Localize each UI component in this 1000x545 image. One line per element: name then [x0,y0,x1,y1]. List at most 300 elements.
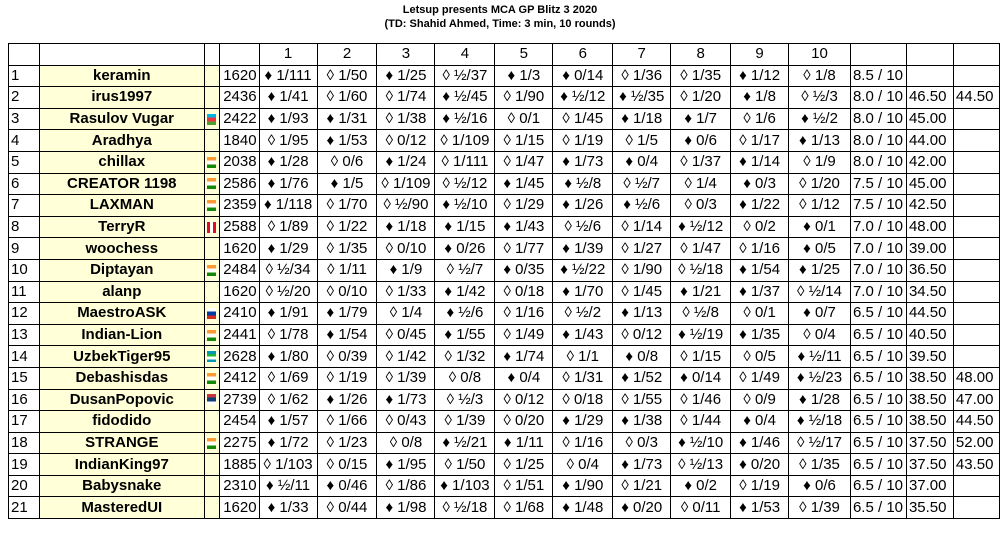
score-cell: 7.0 / 10 [850,216,906,238]
tiebreak-1-cell: 37.00 [906,475,953,497]
tiebreak-1-cell: 38.50 [906,367,953,389]
round-result-cell: ♦ 1/73 [377,389,435,411]
score-cell: 6.5 / 10 [850,303,906,325]
round-result-cell: ♦ ½/11 [789,346,851,368]
flag-cell [204,173,219,195]
round-result-cell: ◊ ½/14 [789,281,851,303]
round-result-cell: ◊ 1/74 [377,87,435,109]
round-result-cell: ◊ 0/10 [377,238,435,260]
player-name-link[interactable]: Diptayan [39,259,204,281]
round-result-cell: ◊ 1/6 [731,108,789,130]
round-result-cell: ♦ 1/9 [377,259,435,281]
flag-in-icon [207,265,216,276]
tiebreak-1-cell: 42.50 [906,195,953,217]
round-result-cell: ♦ 1/26 [553,195,613,217]
round-result-cell: ♦ 1/93 [259,108,317,130]
header-blank [39,44,204,66]
round-result-cell: ♦ 1/35 [731,324,789,346]
round-result-cell: ◊ ½/13 [671,454,731,476]
rank-cell: 10 [9,259,40,281]
score-cell: 8.5 / 10 [850,65,906,87]
tiebreak-1-cell: 44.00 [906,130,953,152]
player-name-link[interactable]: keramin [39,65,204,87]
player-name-link[interactable]: Debashisdas [39,367,204,389]
round-result-cell: ♦ 1/5 [317,173,377,195]
round-result-cell: ◊ 1/45 [613,281,671,303]
round-result-cell: ◊ 1/50 [317,65,377,87]
round-result-cell: ♦ 1/3 [495,65,553,87]
tiebreak-1-cell: 40.50 [906,324,953,346]
tiebreak-2-cell [953,216,999,238]
round-result-cell: ♦ ½/12 [553,87,613,109]
round-header: 10 [789,44,851,66]
round-result-cell: ♦ 1/45 [495,173,553,195]
tiebreak-1-cell: 37.50 [906,432,953,454]
round-result-cell: ◊ 1/36 [613,65,671,87]
tiebreak-2-cell [953,497,999,519]
rank-cell: 2 [9,87,40,109]
score-cell: 7.5 / 10 [850,173,906,195]
round-result-cell: ♦ ½/6 [613,195,671,217]
player-name-link[interactable]: woochess [39,238,204,260]
player-name-link[interactable]: alanp [39,281,204,303]
round-result-cell: ◊ 0/10 [317,281,377,303]
score-cell: 8.0 / 10 [850,151,906,173]
round-result-cell: ♦ 1/90 [553,475,613,497]
table-row [9,173,1000,195]
rating-cell: 2412 [219,367,259,389]
player-name-link[interactable]: Indian-Lion [39,324,204,346]
rank-cell: 15 [9,367,40,389]
round-result-cell: ♦ 1/31 [317,108,377,130]
round-result-cell: ◊ 1/23 [317,432,377,454]
round-result-cell: ◊ 1/9 [789,151,851,173]
tiebreak-2-cell [953,475,999,497]
player-name-link[interactable]: IndianKing97 [39,454,204,476]
round-result-cell: ◊ 1/20 [789,173,851,195]
round-result-cell: ♦ 1/53 [317,130,377,152]
round-result-cell: ◊ 0/18 [495,281,553,303]
round-result-cell: ◊ ½/34 [259,259,317,281]
table-row [9,303,1000,325]
flag-cell [204,195,219,217]
round-result-cell: ♦ 1/73 [553,151,613,173]
round-result-cell: ◊ 0/9 [731,389,789,411]
round-result-cell: ♦ 0/2 [671,475,731,497]
table-row [9,195,1000,217]
round-result-cell: ◊ 0/8 [377,432,435,454]
round-result-cell: ♦ ½/11 [259,475,317,497]
player-name-link[interactable]: fidodido [39,411,204,433]
rank-cell: 12 [9,303,40,325]
round-result-cell: ◊ 1/68 [495,497,553,519]
score-cell: 6.5 / 10 [850,411,906,433]
rank-cell: 18 [9,432,40,454]
rank-cell: 20 [9,475,40,497]
round-result-cell: ◊ ½/3 [435,389,495,411]
round-result-cell: ♦ 0/20 [731,454,789,476]
round-result-cell: ◊ 1/15 [495,130,553,152]
round-result-cell: ◊ 0/3 [613,432,671,454]
round-result-cell: ◊ 1/4 [377,303,435,325]
round-result-cell: ♦ 1/54 [317,324,377,346]
table-row [9,411,1000,433]
round-result-cell: ◊ 1/15 [671,346,731,368]
table-row [9,389,1000,411]
round-result-cell: ♦ 1/42 [435,281,495,303]
round-header: 6 [553,44,613,66]
round-result-cell: ♦ 1/38 [613,411,671,433]
round-result-cell: ♦ 0/14 [553,65,613,87]
round-result-cell: ◊ 0/12 [495,389,553,411]
round-result-cell: ◊ 1/70 [317,195,377,217]
player-name-link[interactable]: STRANGE [39,432,204,454]
flag-cell [204,454,219,476]
score-cell: 6.5 / 10 [850,367,906,389]
round-result-cell: ♦ 1/22 [731,195,789,217]
rank-cell: 17 [9,411,40,433]
round-result-cell: ♦ 1/53 [731,497,789,519]
round-result-cell: ♦ 1/7 [671,108,731,130]
round-result-cell: ♦ 1/73 [613,454,671,476]
round-result-cell: ◊ 1/111 [435,151,495,173]
round-result-cell: ◊ 1/8 [789,65,851,87]
round-result-cell: ◊ 1/90 [495,87,553,109]
tiebreak-2-cell: 48.00 [953,367,999,389]
table-row [9,259,1000,281]
round-result-cell: ♦ 1/55 [435,324,495,346]
score-cell: 6.5 / 10 [850,497,906,519]
tiebreak-2-cell: 47.00 [953,389,999,411]
round-result-cell: ◊ ½/20 [259,281,317,303]
round-result-cell: ◊ 1/103 [259,454,317,476]
flag-cell [204,87,219,109]
score-cell: 7.0 / 10 [850,281,906,303]
round-result-cell: ◊ ½/8 [671,303,731,325]
round-result-cell: ◊ 1/39 [789,497,851,519]
round-result-cell: ◊ 0/4 [789,324,851,346]
flag-ru-icon [207,308,216,319]
tournament-subtitle: (TD: Shahid Ahmed, Time: 3 min, 10 rounds) [384,18,616,30]
tiebreak-2-cell [953,65,999,87]
rating-cell: 1840 [219,130,259,152]
tiebreak-1-cell: 34.50 [906,281,953,303]
round-result-cell: ◊ 1/22 [317,216,377,238]
rank-cell: 21 [9,497,40,519]
round-result-cell: ◊ 1/49 [731,367,789,389]
round-result-cell: ◊ 1/109 [377,173,435,195]
round-result-cell: ◊ 1/21 [613,475,671,497]
round-result-cell: ◊ ½/12 [435,173,495,195]
round-result-cell: ♦ 1/25 [377,65,435,87]
flag-cell [204,411,219,433]
round-result-cell: ♦ 1/13 [613,303,671,325]
round-result-cell: ◊ ½/6 [553,216,613,238]
tiebreak-2-cell [953,195,999,217]
tiebreak-2-cell: 52.00 [953,432,999,454]
rating-cell: 2484 [219,259,259,281]
tiebreak-1-cell: 39.00 [906,238,953,260]
round-result-cell: ◊ 1/86 [377,475,435,497]
flag-cell [204,151,219,173]
round-result-cell: ♦ 1/18 [377,216,435,238]
header-blank [953,44,999,66]
round-result-cell: ◊ 0/4 [553,454,613,476]
tiebreak-2-cell: 44.50 [953,87,999,109]
round-result-cell: ♦ ½/8 [553,173,613,195]
round-result-cell: ♦ ½/21 [435,432,495,454]
round-header: 9 [731,44,789,66]
table-row [9,346,1000,368]
flag-az-icon [207,114,216,125]
round-result-cell: ◊ 1/35 [317,238,377,260]
round-result-cell: ◊ ½/18 [671,259,731,281]
score-cell: 8.0 / 10 [850,130,906,152]
round-result-cell: ♦ ½/35 [613,87,671,109]
rank-cell: 8 [9,216,40,238]
round-result-cell: ♦ 1/111 [259,65,317,87]
flag-in-icon [207,373,216,384]
tiebreak-2-cell [953,108,999,130]
round-result-cell: ♦ ½/12 [671,216,731,238]
flag-cell [204,324,219,346]
round-result-cell: ♦ ½/6 [435,303,495,325]
header-blank [850,44,906,66]
rating-cell: 1620 [219,238,259,260]
rating-cell: 2422 [219,108,259,130]
round-result-cell: ◊ 1/39 [435,411,495,433]
flag-cell [204,108,219,130]
player-name-link[interactable]: CREATOR 1198 [39,173,204,195]
player-name-link[interactable]: UzbekTiger95 [39,346,204,368]
score-cell: 6.5 / 10 [850,389,906,411]
round-result-cell: ♦ 0/5 [789,238,851,260]
header-blank [9,44,40,66]
round-result-cell: ◊ 1/11 [317,259,377,281]
tiebreak-1-cell: 35.50 [906,497,953,519]
round-result-cell: ♦ 1/11 [495,432,553,454]
round-result-cell: ◊ 0/12 [613,324,671,346]
round-result-cell: ◊ ½/7 [435,259,495,281]
flag-cell [204,389,219,411]
round-result-cell: ◊ 1/19 [317,367,377,389]
round-result-cell: ♦ 0/4 [495,367,553,389]
round-result-cell: ♦ ½/10 [435,195,495,217]
rating-cell: 1620 [219,65,259,87]
round-result-cell: ♦ 1/37 [731,281,789,303]
round-header: 4 [435,44,495,66]
player-name-link[interactable]: irus1997 [39,87,204,109]
round-result-cell: ♦ 1/8 [731,87,789,109]
flag-in-icon [207,438,216,449]
round-result-cell: ♦ 1/43 [495,216,553,238]
tiebreak-1-cell: 38.50 [906,411,953,433]
tiebreak-1-cell: 38.50 [906,389,953,411]
round-result-cell: ◊ 1/19 [553,130,613,152]
round-result-cell: ♦ 1/12 [731,65,789,87]
rating-cell: 2739 [219,389,259,411]
table-row [9,324,1000,346]
flag-cell [204,65,219,87]
score-cell: 6.5 / 10 [850,324,906,346]
round-result-cell: ◊ 1/95 [259,130,317,152]
player-name-link[interactable]: LAXMAN [39,195,204,217]
rank-cell: 5 [9,151,40,173]
round-result-cell: ♦ 1/18 [613,108,671,130]
round-result-cell: ♦ 1/57 [259,411,317,433]
score-cell: 6.5 / 10 [850,432,906,454]
tiebreak-1-cell: 39.50 [906,346,953,368]
rating-cell: 2588 [219,216,259,238]
round-result-cell: ♦ 1/13 [789,130,851,152]
round-result-cell: ♦ 0/1 [789,216,851,238]
header-blank [219,44,259,66]
round-result-cell: ◊ 1/66 [317,411,377,433]
round-result-cell: ♦ 1/74 [495,346,553,368]
flag-cell [204,475,219,497]
player-name-link[interactable]: MaestroASK [39,303,204,325]
flag-rs-icon [207,394,216,405]
player-name-link[interactable]: MasteredUI [39,497,204,519]
tiebreak-1-cell [906,65,953,87]
tiebreak-2-cell [953,303,999,325]
round-result-cell: ♦ ½/2 [789,108,851,130]
round-result-cell: ◊ 1/14 [613,216,671,238]
round-result-cell: ♦ 1/91 [259,303,317,325]
table-row [9,130,1000,152]
table-row [9,87,1000,109]
round-result-cell: ◊ 0/8 [435,367,495,389]
player-name-link[interactable]: chillax [39,151,204,173]
header-row [9,44,1000,66]
tiebreak-2-cell [953,281,999,303]
flag-in-icon [207,200,216,211]
flag-pe-icon [207,222,216,233]
round-result-cell: ♦ 1/25 [789,259,851,281]
flag-uz-icon [207,351,216,362]
round-result-cell: ◊ 1/1 [553,346,613,368]
rating-cell: 1885 [219,454,259,476]
round-result-cell: ◊ 1/50 [435,454,495,476]
tiebreak-1-cell: 42.00 [906,151,953,173]
score-cell: 8.0 / 10 [850,87,906,109]
round-result-cell: ◊ 1/60 [317,87,377,109]
tiebreak-2-cell [953,173,999,195]
flag-in-icon [207,330,216,341]
round-result-cell: ♦ 1/79 [317,303,377,325]
round-result-cell: ◊ 1/69 [259,367,317,389]
rank-cell: 9 [9,238,40,260]
round-result-cell: ◊ 0/39 [317,346,377,368]
round-result-cell: ♦ 0/3 [731,173,789,195]
round-result-cell: ♦ ½/19 [671,324,731,346]
player-name-link[interactable]: Rasulov Vugar [39,108,204,130]
round-result-cell: ♦ 1/41 [259,87,317,109]
round-result-cell: ♦ 1/98 [377,497,435,519]
rating-cell: 2586 [219,173,259,195]
tiebreak-1-cell: 46.50 [906,87,953,109]
rank-cell: 4 [9,130,40,152]
tiebreak-1-cell: 45.00 [906,108,953,130]
round-result-cell: ◊ 1/33 [377,281,435,303]
round-result-cell: ◊ ½/37 [435,65,495,87]
crosstable [8,43,1000,519]
round-result-cell: ♦ 1/80 [259,346,317,368]
rank-cell: 19 [9,454,40,476]
tiebreak-2-cell [953,130,999,152]
round-result-cell: ♦ 1/21 [671,281,731,303]
round-result-cell: ♦ 1/15 [435,216,495,238]
round-result-cell: ♦ 0/26 [435,238,495,260]
player-name-link[interactable]: DusanPopovic [39,389,204,411]
round-result-cell: ♦ 1/24 [377,151,435,173]
rating-cell: 2410 [219,303,259,325]
round-result-cell: ◊ 1/90 [613,259,671,281]
round-result-cell: ◊ ½/3 [789,87,851,109]
round-result-cell: ◊ 0/5 [731,346,789,368]
round-result-cell: ◊ 1/27 [613,238,671,260]
score-cell: 7.5 / 10 [850,195,906,217]
round-result-cell: ◊ 1/45 [553,108,613,130]
tiebreak-2-cell [953,346,999,368]
round-result-cell: ◊ 0/11 [671,497,731,519]
player-name-link[interactable]: TerryR [39,216,204,238]
round-result-cell: ♦ ½/18 [789,411,851,433]
table-row [9,238,1000,260]
round-result-cell: ◊ 1/46 [671,389,731,411]
round-result-cell: ♦ 0/6 [789,475,851,497]
round-result-cell: ◊ 0/20 [495,411,553,433]
round-result-cell: ◊ 1/31 [553,367,613,389]
rating-cell: 2628 [219,346,259,368]
player-name-link[interactable]: Aradhya [39,130,204,152]
round-result-cell: ♦ 0/14 [671,367,731,389]
tiebreak-1-cell: 36.50 [906,259,953,281]
round-result-cell: ♦ 0/35 [495,259,553,281]
rank-cell: 7 [9,195,40,217]
round-result-cell: ◊ 1/25 [495,454,553,476]
tiebreak-1-cell: 45.00 [906,173,953,195]
round-result-cell: ◊ 1/38 [377,108,435,130]
flag-in-icon [207,178,216,189]
tiebreak-1-cell: 37.50 [906,454,953,476]
page-header [0,3,1000,31]
score-cell: 6.5 / 10 [850,346,906,368]
flag-cell [204,216,219,238]
round-result-cell: ◊ 1/37 [671,151,731,173]
round-header: 2 [317,44,377,66]
round-result-cell: ♦ 0/8 [613,346,671,368]
tiebreak-2-cell: 43.50 [953,454,999,476]
round-result-cell: ♦ 1/29 [259,238,317,260]
player-name-link[interactable]: Babysnake [39,475,204,497]
round-result-cell: ◊ 1/55 [613,389,671,411]
round-result-cell: ◊ 1/29 [495,195,553,217]
round-result-cell: ◊ 1/16 [553,432,613,454]
round-result-cell: ◊ 0/12 [377,130,435,152]
round-result-cell: ♦ 1/103 [435,475,495,497]
round-result-cell: ◊ 1/39 [377,367,435,389]
header-blank [204,44,219,66]
flag-in-icon [207,157,216,168]
round-result-cell: ◊ 0/43 [377,411,435,433]
round-result-cell: ◊ 0/1 [495,108,553,130]
score-cell: 8.0 / 10 [850,108,906,130]
rating-cell: 2359 [219,195,259,217]
round-result-cell: ◊ 0/1 [731,303,789,325]
score-cell: 7.0 / 10 [850,259,906,281]
round-result-cell: ◊ 1/17 [731,130,789,152]
